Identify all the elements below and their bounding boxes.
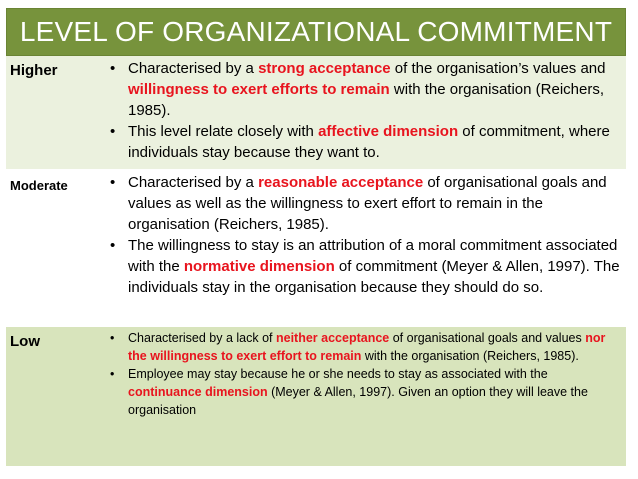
text-run: of organisational goals and values	[389, 330, 586, 345]
bullet-item	[128, 58, 620, 121]
bullet-item	[128, 121, 620, 163]
highlight-text: strong acceptance	[258, 60, 391, 77]
bullet-item	[128, 235, 620, 298]
highlight-text: affective dimension	[318, 123, 459, 140]
text-run: Employee may stay because he or she needs to stay as associated with the	[128, 366, 548, 381]
level-label-higher: Higher	[10, 62, 58, 79]
text-run: with the organisation (Reichers, 1985).	[128, 81, 605, 119]
text-run: of the organisation’s values and	[390, 60, 606, 77]
level-label-low: Low	[10, 332, 40, 350]
highlight-text: nor the willingness to exert effort to remain	[128, 330, 606, 363]
highlight-text: willingness to exert efforts to remain	[128, 81, 390, 98]
text-run: The willingness to stay is an attribution of a moral commitment associated with the	[128, 236, 618, 275]
bullet-list	[106, 172, 620, 298]
text-run: This level relate closely with	[128, 123, 319, 140]
highlight-text: neither acceptance	[276, 330, 390, 345]
text-run: of commitment, where individuals stay because they want to.	[128, 123, 610, 161]
bullet-item	[128, 329, 620, 365]
highlight-text: reasonable acceptance	[258, 173, 424, 191]
bullet-item	[128, 365, 620, 419]
text-run: Characterised by a	[128, 60, 259, 77]
text-run: (Meyer & Allen, 1997). Given an option they will leave the organisation	[128, 384, 588, 417]
commitment-table	[6, 56, 626, 467]
slide-title: LEVEL OF ORGANIZATIONAL COMMITMENT	[6, 8, 626, 56]
bullet-item	[128, 172, 620, 235]
text-run: of organisational goals and values as well as the willingness to exert effort to remain in the organisation (Reichers, 1985).	[128, 173, 607, 233]
table-row-low	[6, 326, 626, 466]
text-run: Characterised by a lack of	[128, 330, 276, 345]
highlight-text: continuance dimension	[128, 384, 268, 399]
text-run: with the organisation (Reichers, 1985).	[361, 348, 579, 363]
table-row-higher	[6, 56, 626, 169]
text-run: Characterised by a	[128, 173, 259, 191]
level-description-low	[102, 326, 626, 466]
bullet-list	[106, 58, 620, 163]
text-run: of commitment (Meyer & Allen, 1997). The individuals stay in the organisation because they should do so.	[128, 257, 620, 296]
level-description-higher	[102, 56, 626, 169]
level-description-moderate	[102, 169, 626, 326]
table-row-moderate	[6, 169, 626, 326]
commitment-slide	[6, 8, 626, 466]
highlight-text: normative dimension	[183, 257, 335, 275]
level-label-moderate: Moderate	[10, 177, 68, 193]
bullet-list	[106, 329, 620, 419]
